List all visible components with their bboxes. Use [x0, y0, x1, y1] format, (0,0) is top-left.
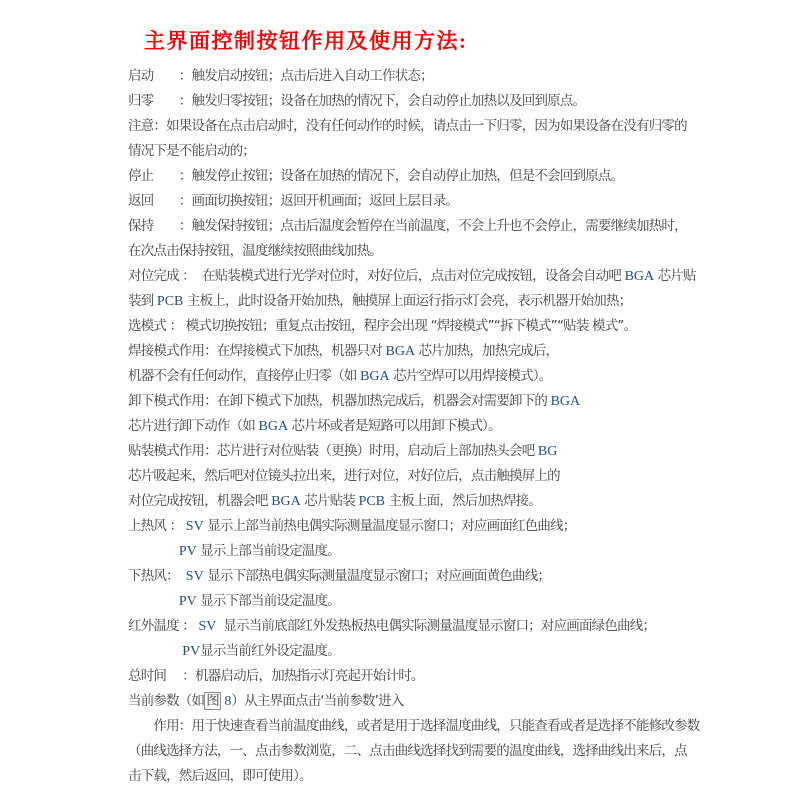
text-line	[128, 214, 688, 239]
text-segment: （曲线选择方法，一、点击参数浏览，二、点击曲线选择找到需要的温度曲线，选择曲线出来后，点	[128, 743, 687, 759]
text-segment: 对位完成按钮，机器会吧	[128, 493, 272, 509]
document-body	[128, 64, 700, 789]
text-segment: 芯片空焊可以用焊接模式）。	[389, 368, 552, 384]
text-segment: 芯片吸起来，然后吧对位镜头拉出来，进行对位，对好位后，点击触摸屏上的	[128, 468, 560, 484]
text-segment	[128, 593, 179, 609]
text-line	[128, 389, 688, 414]
text-line	[128, 739, 688, 764]
text-segment: 显示当前红外设定温度。	[200, 643, 340, 659]
text-segment: 总时间 ：机器启动后，加热指示灯亮起开始计时。	[128, 668, 424, 684]
text-line	[128, 314, 688, 339]
text-segment: 显示上部当前设定温度。	[196, 543, 340, 559]
text-segment-latin: BGA	[385, 344, 416, 359]
text-line	[128, 714, 700, 739]
text-segment-latin: PV	[182, 644, 201, 659]
text-line	[128, 614, 688, 639]
text-segment: 作用：用于快速查看当前温度曲线，或者是用于选择温度曲线，只能查看或者是选择不能修改参数	[128, 718, 700, 734]
text-segment-latin: BGA	[258, 419, 289, 434]
text-segment: 情况下是不能启动的；	[128, 143, 255, 159]
text-line	[128, 164, 688, 189]
text-line	[128, 264, 696, 289]
text-segment-latin: BG	[537, 444, 558, 459]
text-segment	[128, 643, 182, 659]
text-line	[128, 364, 688, 389]
text-segment: 注意：如果设备在点击启动时，没有任何动作的时候，请点击一下归零，因为如果设备在没有归零的	[128, 118, 687, 134]
text-line	[128, 589, 688, 614]
text-segment: 卸下模式作用：在卸下模式下加热，机器加热完成后，机器会对需要卸下的	[128, 393, 551, 409]
text-segment: 当前参数（如	[128, 693, 205, 709]
text-line	[128, 639, 688, 664]
text-segment: 显示下部热电偶实际测量温度显示窗口；对应画面黄色曲线；	[203, 568, 551, 584]
text-segment: 停止 ：触发停止按钮；设备在加热的情况下，会自动停止加热，但是不会回到原点。	[128, 168, 624, 184]
text-segment: 击下载，然后返回，即可使用）。	[128, 768, 312, 784]
text-segment	[128, 543, 179, 559]
text-segment-latin: PCB	[156, 294, 184, 309]
text-segment: 芯片加热，加热完成后，	[415, 343, 559, 359]
text-segment: 保持 ：触发保持按钮；点击后温度会暂停在当前温度，不会上升也不会停止，需要继续加热时，	[128, 218, 687, 234]
text-segment: 显示当前底部红外发热板热电偶实际测量温度显示窗口；对应画面绿色曲线；	[216, 618, 656, 634]
text-segment-latin: 8	[224, 694, 232, 709]
text-segment: 主板上面，然后加热焊接。	[385, 493, 541, 509]
text-line	[128, 439, 688, 464]
text-segment: 启动 ：触发启动按钮；点击后进入自动工作状态；	[128, 68, 433, 84]
text-segment: 在次点击保持按钮，温度继续按照曲线加热。	[128, 243, 382, 259]
text-line	[128, 664, 688, 689]
text-line	[128, 689, 688, 714]
text-segment: 对位完成 ： 在贴装模式进行光学对位时，对好位后，点击对位完成按钮，设备会自动吧	[128, 268, 625, 284]
text-line	[128, 539, 688, 564]
text-segment: 归零 ：触发归零按钮；设备在加热的情况下，会自动停止加热以及回到原点。	[128, 93, 586, 109]
text-line	[128, 764, 688, 789]
text-line	[128, 139, 688, 164]
text-segment-latin: PV	[178, 594, 197, 609]
text-segment: ）从主界面点击‘当前参数’进入	[231, 693, 404, 709]
text-segment: 机器不会有任何动作，直接停止归零（如	[128, 368, 361, 384]
text-segment: 芯片贴	[654, 268, 696, 284]
text-segment: 贴装模式作用：芯片进行对位贴装（更换）时用，启动后上部加热头会吧	[128, 443, 538, 459]
text-line	[128, 239, 688, 264]
text-segment-latin: PV	[178, 544, 197, 559]
text-segment: 主板上，此时设备开始加热，触摸屏上面运行指示灯会亮，表示机器开始加热；	[183, 293, 632, 309]
text-segment: 上热风 ：	[128, 518, 186, 534]
text-line	[128, 89, 688, 114]
text-line	[128, 489, 688, 514]
text-segment: 选模式 ： 模式切换按钮；重复点击按钮，程序会出现 “焊接模式”“拆下模式”“贴装 模式”。	[128, 318, 637, 334]
text-line	[128, 464, 688, 489]
text-line	[128, 514, 688, 539]
text-segment-latin: SV	[185, 519, 204, 534]
text-line	[128, 564, 688, 589]
text-segment-latin: SV	[185, 569, 204, 584]
text-line	[128, 339, 688, 364]
text-segment: 芯片进行卸下动作（如	[128, 418, 259, 434]
text-segment: 显示上部当前热电偶实际测量温度显示窗口；对应画面红色曲线；	[203, 518, 576, 534]
document-content	[128, 26, 700, 789]
text-segment: 下热风：	[128, 568, 186, 584]
text-segment: 显示下部当前设定温度。	[196, 593, 340, 609]
text-line	[128, 64, 688, 89]
text-segment-latin: BGA	[271, 494, 301, 509]
text-segment-latin: BGA	[624, 269, 655, 284]
document-title: 主界面控制按钮作用及使用方法:	[144, 29, 468, 53]
text-segment: 返回 ：画面切换按钮；返回开机画面；返回上层目录。	[128, 193, 459, 209]
text-line	[128, 189, 688, 214]
text-line	[128, 114, 688, 139]
text-line	[128, 414, 688, 439]
text-segment-latin: BGA	[550, 394, 581, 409]
text-segment: 红外温度 ：	[128, 618, 199, 634]
text-segment: 芯片坏或者是短路可以用卸下模式）。	[288, 418, 501, 434]
text-segment: 装到	[128, 293, 157, 309]
text-segment-latin: PCB	[358, 494, 386, 509]
text-segment: 芯片贴装	[300, 493, 359, 509]
text-line	[128, 289, 688, 314]
text-segment-latin: SV	[198, 619, 217, 634]
text-segment-boxed: 图	[206, 693, 219, 709]
text-segment: 焊接模式作用：在焊接模式下加热，机器只对	[128, 343, 386, 359]
text-segment-latin: BGA	[360, 369, 390, 384]
